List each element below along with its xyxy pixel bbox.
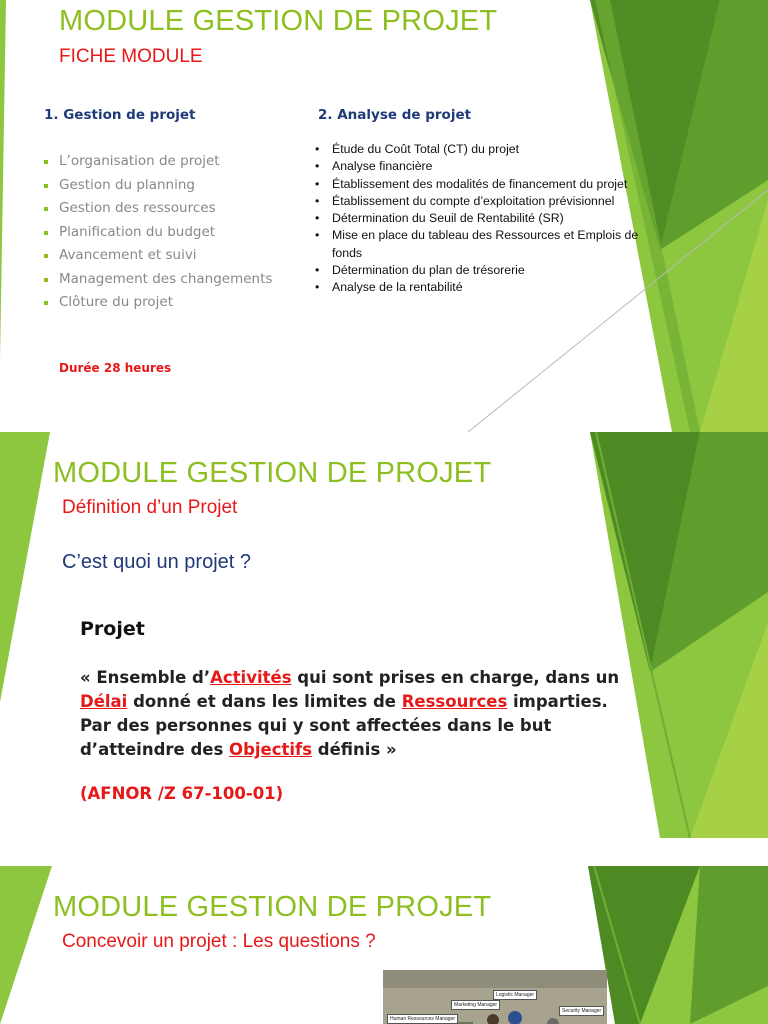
definition-heading: Projet bbox=[80, 618, 145, 640]
keyword-ressources: Ressources bbox=[401, 692, 508, 711]
slide-question: C’est quoi un projet ? bbox=[62, 551, 252, 573]
keyword-activites: Activités bbox=[210, 668, 292, 687]
list-item: • Étude du Coût Total (CT) du projet bbox=[312, 141, 682, 158]
keyword-delai: Délai bbox=[80, 692, 128, 711]
list-item: Management des changements bbox=[44, 268, 272, 292]
team-photo bbox=[383, 970, 607, 1024]
quote-text: qui sont prises en charge, dans un bbox=[291, 668, 620, 687]
analyse-list bbox=[312, 141, 682, 297]
slide-subtitle: Définition d’un Projet bbox=[62, 497, 238, 518]
slide-subtitle: Concevoir un projet : Les questions ? bbox=[62, 931, 376, 952]
list-item: L’organisation de projet bbox=[44, 150, 272, 174]
photo-label-marketing: Marketing Manager bbox=[451, 1000, 500, 1010]
gestion-list bbox=[44, 150, 272, 315]
definition-quote bbox=[80, 666, 640, 762]
quote-text: définis » bbox=[312, 740, 397, 759]
list-item: Avancement et suivi bbox=[44, 244, 272, 268]
list-item: • Détermination du Seuil de Rentabilité (SR) bbox=[312, 210, 682, 227]
slide-title: MODULE GESTION DE PROJET bbox=[59, 5, 498, 37]
list-item: • Détermination du plan de trésorerie bbox=[312, 262, 682, 279]
quote-text: « Ensemble d’ bbox=[80, 668, 211, 687]
slide-title: MODULE GESTION DE PROJET bbox=[53, 891, 492, 923]
list-item: Gestion des ressources bbox=[44, 197, 272, 221]
keyword-objectifs: Objectifs bbox=[229, 740, 313, 759]
definition-source: (AFNOR /Z 67-100-01) bbox=[80, 784, 284, 803]
slide-concevoir-projet bbox=[0, 866, 768, 1024]
slide-title: MODULE GESTION DE PROJET bbox=[53, 457, 492, 489]
slide-fiche-module bbox=[0, 0, 768, 432]
list-item: • Mise en place du tableau des Ressources et Emplois de fonds bbox=[312, 227, 662, 262]
list-item: Planification du budget bbox=[44, 221, 272, 245]
list-item: Gestion du planning bbox=[44, 174, 272, 198]
slide-subtitle: FICHE MODULE bbox=[59, 46, 203, 67]
list-item: • Analyse financière bbox=[312, 158, 682, 175]
section-heading-gestion: 1. Gestion de projet bbox=[44, 107, 196, 123]
photo-label-logistic: Logistic Manager bbox=[493, 990, 537, 1000]
list-item: • Analyse de la rentabilité bbox=[312, 279, 682, 296]
photo-label-security: Security Manager bbox=[559, 1006, 604, 1016]
section-heading-analyse: 2. Analyse de projet bbox=[318, 107, 472, 123]
photo-label-hr: Human Ressources Manager bbox=[387, 1014, 458, 1024]
duration-label: Durée 28 heures bbox=[59, 361, 172, 375]
list-item: Clôture du projet bbox=[44, 291, 272, 315]
list-item: • Établissement des modalités de financement du projet bbox=[312, 176, 650, 193]
quote-text: donné et dans les limites de bbox=[127, 692, 402, 711]
list-item: • Établissement du compte d’exploitation prévisionnel bbox=[312, 193, 682, 210]
quote-text: imparties. Par des personnes qui y sont affectées dans le but d’atteindre des bbox=[80, 692, 608, 759]
slide-definition-projet bbox=[0, 432, 768, 838]
